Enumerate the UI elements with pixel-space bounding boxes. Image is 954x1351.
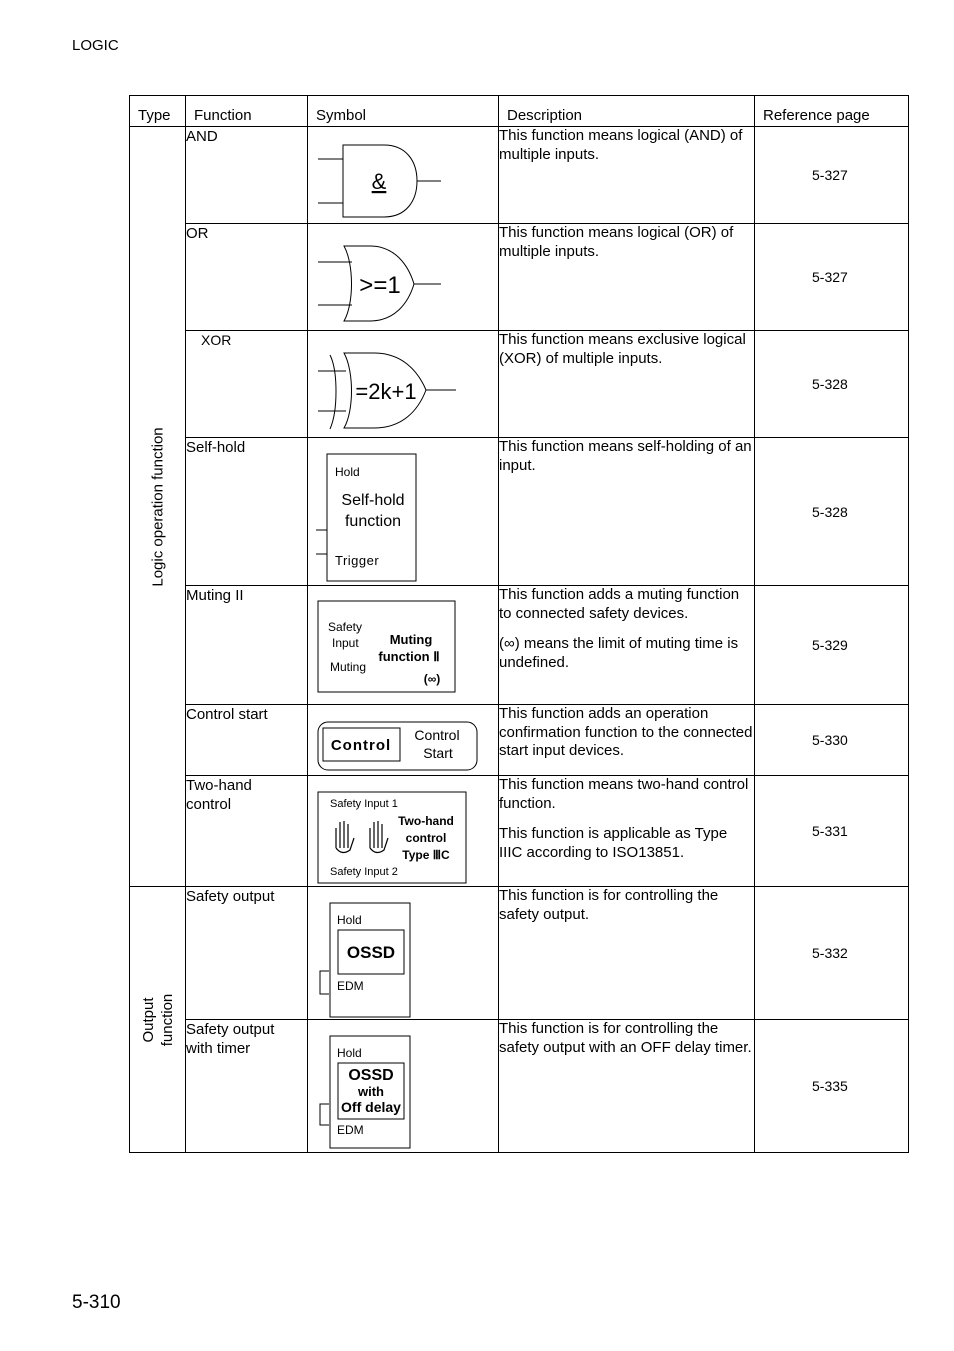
description-cell <box>499 705 755 776</box>
self-hold-symbol <box>308 438 498 585</box>
ossd-timer-top-label: Hold <box>337 1046 362 1060</box>
type-label-line: function <box>158 993 176 1046</box>
description-text: (∞) means the limit of muting time is undefined. <box>499 635 739 671</box>
column-header-type: Type <box>130 96 186 127</box>
ossd-timer-box-label: with <box>358 1084 384 1099</box>
control-start-symbol <box>308 705 498 775</box>
function-name: AND <box>186 127 308 224</box>
two-hand-input-label: Safety Input 2 <box>330 866 398 878</box>
table-row <box>130 776 909 887</box>
or-gate-label: >=1 <box>359 272 401 299</box>
two-hand-input-label: Safety Input 1 <box>330 798 398 810</box>
self-hold-title: function <box>344 513 402 530</box>
reference-page: 5-327 <box>755 127 909 224</box>
two-hand-title: control <box>405 831 447 845</box>
two-hand-title: Type ⅢC <box>402 848 450 862</box>
self-hold-bottom-label: Trigger <box>335 553 380 568</box>
description-text: This function means self-holding of an input. <box>499 438 752 474</box>
reference-page: 5-328 <box>755 438 909 586</box>
reference-page: 5-327 <box>755 224 909 331</box>
ossd-symbol <box>308 887 498 1019</box>
reference-page: 5-329 <box>755 586 909 705</box>
ossd-timer-bottom-label: EDM <box>337 1123 364 1137</box>
and-gate-label: & <box>371 169 387 194</box>
hand-icon <box>336 821 354 853</box>
logic-function-table <box>129 95 909 1153</box>
muting-symbol <box>308 586 498 704</box>
xor-gate-label: =2k+1 <box>355 379 417 404</box>
type-label-output <box>139 993 177 1046</box>
muting-input-label: Input <box>332 636 359 650</box>
description-text: This function is for controlling the safety output with an OFF delay timer. <box>499 1020 752 1056</box>
ossd-bottom-label: EDM <box>337 979 364 993</box>
symbol-cell <box>308 438 499 586</box>
function-name: Muting II <box>186 586 308 705</box>
description-text: This function means exclusive logical (XOR) of multiple inputs. <box>499 331 746 367</box>
symbol-cell <box>308 887 499 1020</box>
reference-page: 5-330 <box>755 705 909 776</box>
reference-page: 5-335 <box>755 1020 909 1153</box>
function-name: XOR <box>186 331 308 438</box>
function-name-line: Safety output <box>186 1021 275 1038</box>
ossd-timer-box-label: OSSD <box>348 1067 394 1084</box>
ossd-top-label: Hold <box>337 913 362 927</box>
function-name-line: Two-hand <box>186 777 252 794</box>
table-row <box>130 887 909 1020</box>
ossd-timer-box-label: Off delay <box>341 1099 401 1115</box>
control-start-label: Start <box>423 745 453 761</box>
column-header-function: Function <box>186 96 308 127</box>
ossd-box-label: OSSD <box>346 943 396 962</box>
column-header-description: Description <box>499 96 755 127</box>
or-gate-symbol <box>308 224 498 330</box>
function-name <box>186 776 308 887</box>
symbol-cell <box>308 127 499 224</box>
ossd-timer-symbol <box>308 1020 498 1152</box>
table-row <box>130 705 909 776</box>
column-header-symbol: Symbol <box>308 96 499 127</box>
and-gate-symbol <box>308 127 498 223</box>
description-cell <box>499 586 755 705</box>
function-name: Control start <box>186 705 308 776</box>
reference-page: 5-328 <box>755 331 909 438</box>
description-text: This function is for controlling the safety output. <box>499 887 719 923</box>
column-header-reference: Reference page <box>755 96 909 127</box>
symbol-cell <box>308 224 499 331</box>
function-name: OR <box>186 224 308 331</box>
symbol-cell <box>308 705 499 776</box>
symbol-cell <box>308 1020 499 1153</box>
description-cell <box>499 127 755 224</box>
table-row <box>130 127 909 224</box>
page-number: 5-310 <box>72 1292 121 1313</box>
type-cell-logic <box>130 127 186 887</box>
two-hand-symbol <box>308 776 498 886</box>
function-name <box>186 1020 308 1153</box>
reference-page: 5-332 <box>755 887 909 1020</box>
muting-input-label: Safety <box>328 620 363 634</box>
description-cell <box>499 776 755 887</box>
function-name-line: with timer <box>186 1040 251 1057</box>
description-text: This function means logical (OR) of multiple inputs. <box>499 224 734 260</box>
table-row <box>130 1020 909 1153</box>
self-hold-title: Self-hold <box>341 492 405 509</box>
table-row <box>130 224 909 331</box>
description-cell <box>499 331 755 438</box>
table-row <box>130 438 909 586</box>
control-start-label: Control <box>414 727 460 743</box>
muting-title: Muting <box>389 632 433 647</box>
hand-icon <box>370 821 388 853</box>
description-text: This function adds a muting function to connected safety devices. <box>499 586 740 622</box>
page-header-label: LOGIC <box>72 37 119 54</box>
table-header-row <box>130 96 909 127</box>
function-name-line: control <box>186 796 232 813</box>
description-cell <box>499 438 755 586</box>
control-start-box-label: Control <box>330 737 392 754</box>
muting-title: function Ⅱ <box>378 649 440 664</box>
self-hold-top-label: Hold <box>335 465 360 479</box>
xor-gate-symbol <box>308 331 498 437</box>
function-name: Safety output <box>186 887 308 1020</box>
function-name: Self-hold <box>186 438 308 586</box>
description-cell <box>499 1020 755 1153</box>
table-row <box>130 586 909 705</box>
table-row <box>130 331 909 438</box>
description-cell <box>499 887 755 1020</box>
description-text: This function is applicable as Type IIIC according to ISO13851. <box>499 825 728 861</box>
symbol-cell <box>308 331 499 438</box>
description-cell <box>499 224 755 331</box>
description-text: This function adds an operation confirmation function to the connected start input devices. <box>499 705 753 759</box>
type-cell-output <box>130 887 186 1153</box>
description-text: This function means logical (AND) of multiple inputs. <box>499 127 743 163</box>
muting-note: (∞) <box>423 672 441 686</box>
symbol-cell <box>308 776 499 887</box>
reference-page: 5-331 <box>755 776 909 887</box>
two-hand-title: Two-hand <box>398 814 454 828</box>
symbol-cell <box>308 586 499 705</box>
type-label-line: Output <box>139 996 157 1043</box>
description-text: This function means two-hand control function. <box>499 776 749 812</box>
type-label-logic: Logic operation function <box>149 426 166 587</box>
muting-input-label: Muting <box>330 660 367 674</box>
